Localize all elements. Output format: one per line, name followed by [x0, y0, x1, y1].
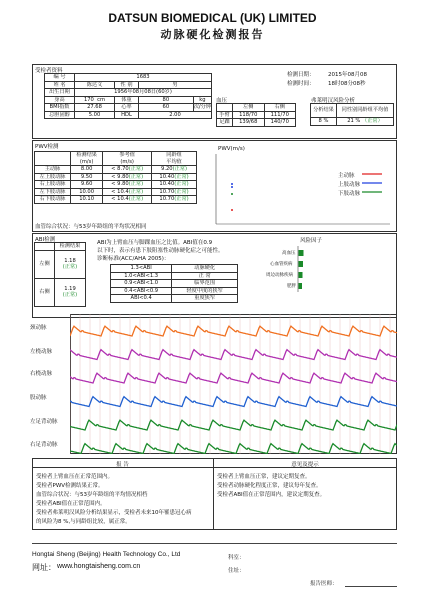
framingham-title: 弗莱明汉风险分析 [311, 98, 356, 104]
report-line-5: 受检者弗莱明汉风险分析结果显示，受检者未来10年罹患冠心病 [36, 510, 192, 516]
waveform-5 [70, 444, 397, 454]
legend-aorta: 主动脉 [338, 173, 355, 179]
patient-table: 编 号 1683 姓 名 陈达文 性 别 男 出生日期 1956年08月08日(60岁) 身高 170 cm 体重 80 kg BMI指数 27.68 心率 60 次/分钟 总胆固醇 5.00 HDL 2.00 [44, 73, 212, 119]
pwv-chart-title: PWV(m/s) [218, 146, 245, 152]
abi-desc-3: 诊断标准(ACC/AHA 2005)： [97, 256, 170, 262]
pwv-chart [210, 150, 395, 228]
risk-item-cvd: 心血管疾病 [270, 262, 293, 267]
wave-label-femoral: 股动脉 [30, 395, 47, 401]
check-time: 18时08分08秒 [328, 81, 366, 87]
footer-web-label: 网址： [32, 563, 56, 572]
report-title: 动脉硬化检测报告 [160, 28, 265, 41]
report-line-2: 受检者PWV检测结果正常。 [36, 483, 104, 489]
legend-upper: 上肢动脉 [338, 182, 361, 188]
bp-title: 血压 [216, 98, 228, 104]
advice-line-2: 受检者动脉硬化程度正常，建议每年复查。 [217, 483, 322, 489]
check-date-label: 检测日期： [287, 72, 315, 78]
report-line-4: 受检者ABI值在正常范围内。 [36, 501, 106, 507]
check-time-label: 检测时间： [287, 81, 315, 87]
wave-label-left-dorsalis: 左足背动脉 [30, 419, 58, 425]
advice-line-1: 受检者上臂血压正常，建议定期复查。 [217, 474, 311, 480]
risk-item-obesity: 肥胖 [287, 284, 296, 289]
report-line-1: 受检者上臂血压在正常范围内。 [36, 474, 114, 480]
risk-item-pad: 周边动脉疾病 [266, 273, 293, 278]
abi-desc-2: 以下时，表示有患下肢阻塞性动脉硬化症之可能性。 [97, 248, 224, 254]
waveform-1 [70, 350, 397, 360]
footer-rule [32, 543, 397, 544]
footer-address: 住址： [228, 568, 245, 574]
wave-label-right-radial: 右桡动脉 [30, 371, 53, 377]
advice-line-3: 受检者ABI值在正常范围内，建议定期复查。 [217, 492, 326, 498]
risk-chart [296, 244, 392, 294]
footer-web[interactable]: www.hongtaisheng.com.cn [57, 563, 141, 570]
waveform-4 [70, 420, 397, 430]
abi-criteria-table: 1.3<ABI 动脉硬化 1.0<ABI<1.3 正 常 0.9<ABI<1.0 临界范围 0.4<ABI<0.9 轻度中度的狭窄 ABI<0.4 重度狭窄 [110, 264, 238, 303]
patient-section-label: 受检者资料 [35, 68, 63, 74]
abi-desc-1: ABI为上臂血压与脚踝血压之比值。ABI值在0.9 [97, 240, 213, 246]
report-title: 报 告 [116, 462, 129, 468]
risk-title: 风险因子 [300, 238, 323, 244]
wave-label-left-radial: 左桡动脉 [30, 349, 53, 355]
abi-title: ABI检测 [35, 237, 56, 243]
footer-dept: 科室： [228, 555, 245, 561]
pwv-note: 血管综合状况：与53岁年龄组的平均状况相同 [35, 224, 147, 230]
framingham-table: 分析结果 同性别同龄组平均值 8 % 21 % （正常） [310, 103, 394, 126]
waveform-3 [70, 397, 397, 407]
doctor-signature-line [345, 586, 397, 587]
report-divider [213, 458, 214, 530]
bp-table: 左侧 右侧 手臂 118/70 111/70 足踝 139/68 140/70 [216, 103, 296, 127]
wave-label-right-dorsalis: 右足背动脉 [30, 442, 58, 448]
risk-item-hypertension: 高血压 [282, 251, 296, 256]
pwv-title: PWV检测 [35, 144, 59, 150]
abi-table: 检测结果 左侧 1.18 (正常) 右侧 1.19 (正常) [34, 242, 86, 307]
footer-doctor: 报告医师： [310, 581, 338, 587]
waveform-2 [70, 373, 397, 383]
footer-company: Hongtai Sheng (Beijing) Health Technology Co., Ltd [32, 551, 181, 558]
company-title: DATSUN BIOMEDICAL (UK) LIMITED [108, 11, 317, 25]
advice-title: 意见及提示 [291, 462, 319, 468]
report-line-3: 血管综合状况：与53岁年龄组的平均情况相档 [36, 492, 148, 498]
wave-label-carotid: 颈动脉 [30, 325, 47, 331]
legend-lower: 下肢动脉 [338, 191, 361, 197]
report-line-6: 的风险为8 %,与同龄组比较，属正常。 [36, 519, 131, 525]
check-date: 2015年08月08 [328, 72, 367, 78]
pwv-table: 检测结果 (m/s) 参考值 (m/s) 同龄组 平均值 主动脉 8.00 < 8.70(正常) 9.20(正常) 左上肢动脉 9.50 < 9.80(正常) 10.40(正常) 右上肢动脉 9.60 < 9.80(正常) 10.40(正常) 左下肢动脉 10.00 < 10.4(正常) 10.70(正常) 右下肢动脉 10.10 < 10.4(正常) 10.70(正常) [34, 151, 197, 204]
waveform-0 [70, 326, 397, 336]
waveforms [70, 314, 397, 454]
